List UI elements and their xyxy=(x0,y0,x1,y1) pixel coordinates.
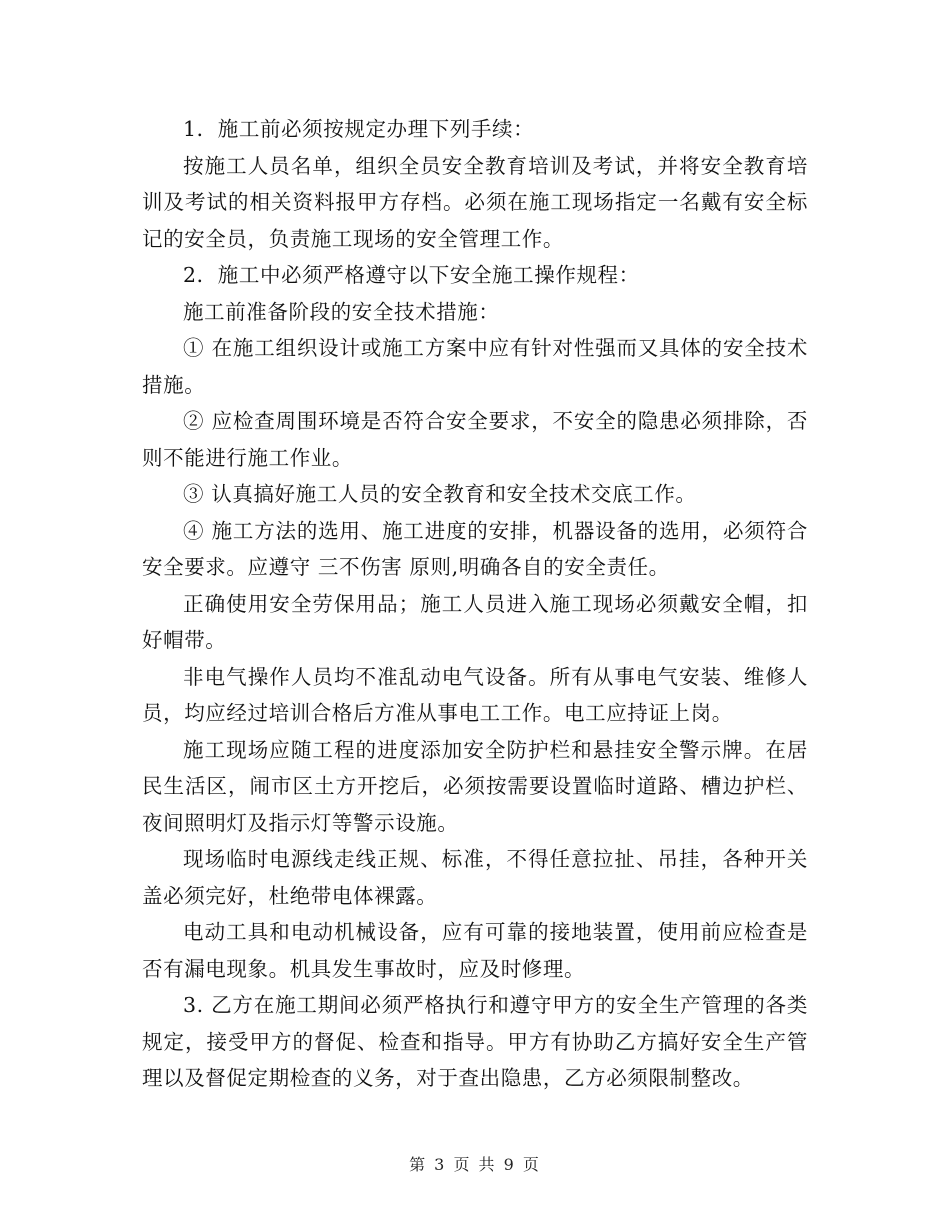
paragraph-item-1: 1．施工前必须按规定办理下列手续： xyxy=(183,117,535,141)
document-body xyxy=(142,111,808,1097)
paragraph-item-3: 3. 乙方在施工期间必须严格执行和遵守甲方的安全生产管理的各类规定，接受甲方的督促、检查和指导。甲方有协助乙方搞好安全生产管理以及督促定期检查的义务，对于查出隐患，乙方必须限制整改。 xyxy=(142,993,808,1090)
paragraph-warning-facilities: 施工现场应随工程的进度添加安全防护栏和悬挂安全警示牌。在居民生活区，闹市区土方开挖后，必须按需要设置临时道路、槽边护栏、夜间照明灯及指示灯等警示设施。 xyxy=(142,737,808,835)
paragraph-measure-4: ④ 施工方法的选用、施工进度的安排，机器设备的选用，必须符合安全要求。应遵守 三不伤害 原则,明确各自的安全责任。 xyxy=(142,518,808,579)
paragraph-safety-training: 按施工人员名单，组织全员安全教育培训及考试，并将安全教育培训及考试的相关资料报甲方存档。必须在施工现场指定一名戴有安全标记的安全员，负责施工现场的安全管理工作。 xyxy=(142,153,808,251)
paragraph-measure-3: ③ 认真搞好施工人员的安全教育和安全技术交底工作。 xyxy=(183,482,697,506)
paragraph-protective-equipment: 正确使用安全劳保用品；施工人员进入施工现场必须戴安全帽，扣好帽带。 xyxy=(142,591,808,652)
paragraph-power-tools: 电动工具和电动机械设备，应有可靠的接地装置，使用前应检查是否有漏电现象。机具发生事故时，应及时修理。 xyxy=(142,920,808,981)
paragraph-item-2: 2．施工中必须严格遵守以下安全施工操作规程： xyxy=(183,263,640,287)
paragraph-electrical-staff: 非电气操作人员均不准乱动电气设备。所有从事电气安装、维修人员，均应经过培训合格后方准从事电工工作。电工应持证上岗。 xyxy=(142,664,808,725)
paragraph-preparation-heading: 施工前准备阶段的安全技术措施： xyxy=(183,299,500,324)
paragraph-measure-1: ① 在施工组织设计或施工方案中应有针对性强而又具体的安全技术措施。 xyxy=(142,336,808,397)
page-number-footer: 第 3 页 共 9 页 xyxy=(409,1155,541,1174)
paragraph-temporary-power: 现场临时电源线走线正规、标准，不得任意拉扯、吊挂，各种开关盖必须完好，杜绝带电体裸露。 xyxy=(142,847,808,908)
paragraph-measure-2: ② 应检查周围环境是否符合安全要求，不安全的隐患必须排除，否则不能进行施工作业。 xyxy=(142,409,808,470)
